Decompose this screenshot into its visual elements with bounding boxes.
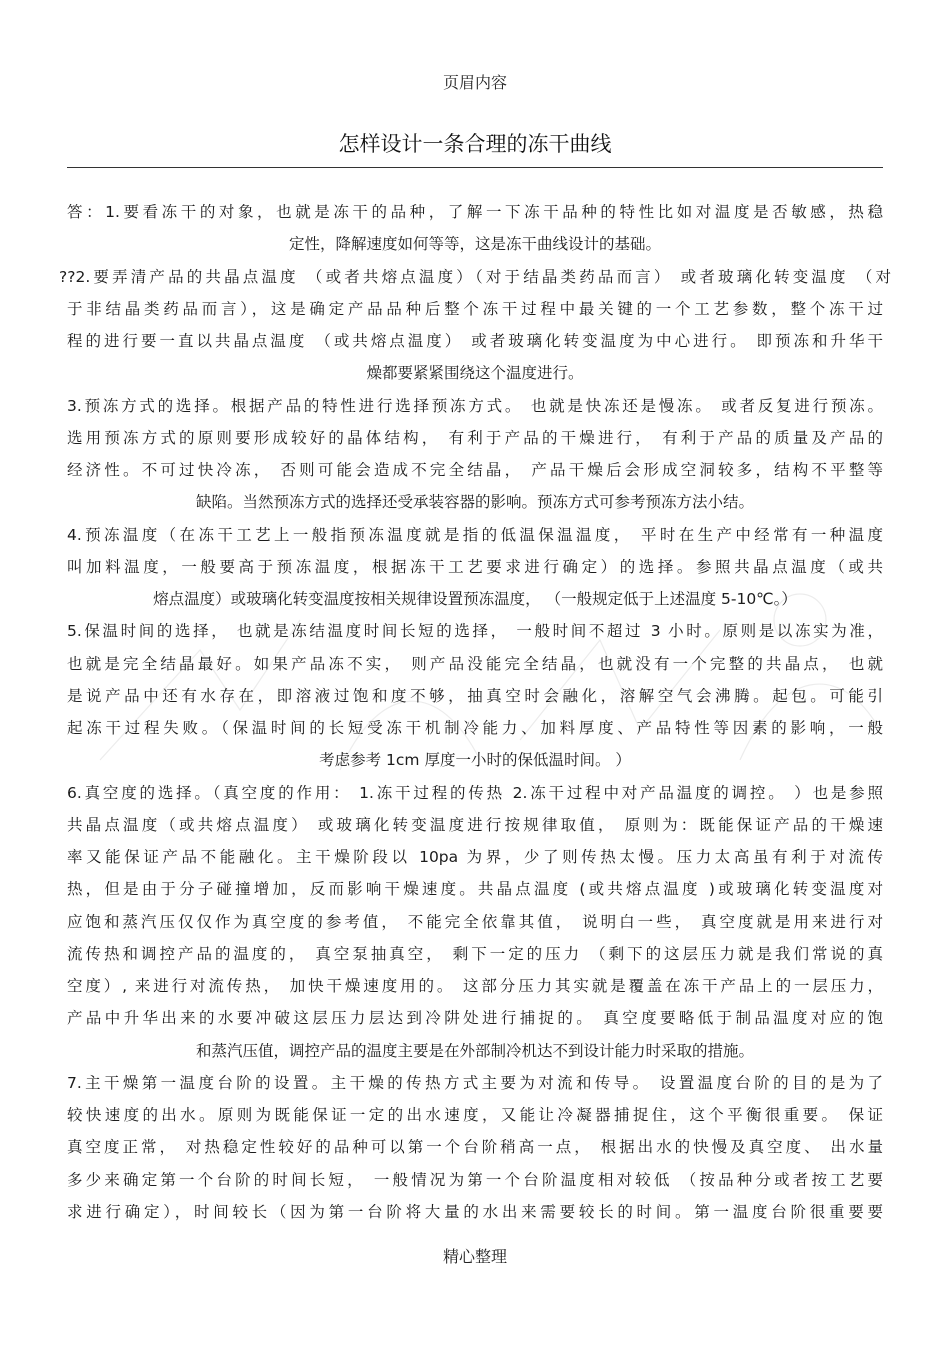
body-line: 起冻干过程失败。（保温时间的长短受冻干机制冷能力、加料厚度、产品特性等因素的影响，一般	[67, 719, 883, 737]
body-line: 缺陷。当然预冻方式的选择还受承装容器的影响。预冻方式可参考预冻方法小结。	[195, 493, 754, 512]
document-title: 怎样设计一条合理的冻干曲线	[338, 132, 612, 156]
page-header: 页眉内容	[442, 73, 507, 92]
body-line: 6.真空度的选择。（真空度的作用： 1.冻干过程的传热 2.冻干过程中对产品温度的调控。 ）也是参照	[67, 783, 883, 802]
body-line: 叫加料温度，一般要高于预冻温度，根据冻干工艺要求进行确定）的选择。参照共晶点温度（或共	[67, 557, 883, 576]
body-line: 率又能保证产品不能融化。主干燥阶段以 10pa 为界，少了则传热太慢。压力太高虽有利于对流传	[67, 848, 883, 866]
body-line: 定性，降解速度如何等等，这是冻干曲线设计的基础。	[288, 235, 661, 254]
body-line: 应饱和蒸汽压仅仅作为真空度的参考值， 不能完全依靠其值， 说明白一些， 真空度就是用来进行对	[67, 912, 883, 931]
body-line: 于非结晶类药品而言），这是确定产品品种后整个冻干过程中最关键的一个工艺参数，整个冻干过	[67, 299, 883, 318]
body-line: 求进行确定），时间较长（因为第一台阶将大量的水出来需要较长的时间。第一温度台阶很重要要	[67, 1202, 883, 1221]
body-line: 7.主干燥第一温度台阶的设置。主干燥的传热方式主要为对流和传导。 设置温度台阶的目的是为了	[67, 1073, 884, 1092]
body-line: 共晶点温度（或共熔点温度） 或玻璃化转变温度进行按规律取值， 原则为：既能保证产品的干燥速	[67, 815, 883, 834]
body-line: 燥都要紧紧围绕这个温度进行。	[366, 364, 584, 383]
body-line: 经济性。不可过快冷冻， 否则可能会造成不完全结晶， 产品干燥后会形成空洞较多，结构不平整等	[67, 461, 883, 479]
body-line: 选用预冻方式的原则要形成较好的晶体结构， 有利于产品的干燥进行， 有利于产品的质量及产品的	[67, 428, 883, 447]
body-line: 产品中升华出来的水要冲破这层压力层达到冷阱处进行捕捉的。 真空度要略低于制品温度对应的饱	[67, 1009, 883, 1028]
body-line: 熔点温度）或玻璃化转变温度按相关规律设置预冻温度， （一般规定低于上述温度 5-10℃。）	[153, 590, 797, 608]
body-line: 多少来确定第一个台阶的时间长短， 一般情况为第一个台阶温度相对较低 （按品种分或者按工艺要	[67, 1170, 883, 1189]
body-line: 空度）, 来进行对流传热， 加快干燥速度用的。 这部分压力其实就是覆盖在冻干产品上的一层压力，	[67, 977, 883, 995]
body-line: 较快速度的出水。原则为既能保证一定的出水速度，又能让冷凝器捕捉住，这个平衡很重要。 保证	[67, 1106, 883, 1124]
body-line: 答：1.要看冻干的对象，也就是冻干的品种，了解一下冻干品种的特性比如对温度是否敏感，热稳	[67, 203, 883, 221]
body-line: 真空度正常， 对热稳定性较好的品种可以第一个台阶稍高一点， 根据出水的快慢及真空度、 出水量	[67, 1138, 883, 1157]
body-line: 4.预冻温度（在冻干工艺上一般指预冻温度就是指的低温保温温度， 平时在生产中经常有一种温度	[67, 525, 883, 544]
body-line: 也就是完全结晶最好。如果产品冻不实， 则产品没能完全结晶，也就没有一个完整的共晶点， 也就	[67, 654, 883, 673]
body-line: ??2.要弄清产品的共晶点温度 （或者共熔点温度）（对于结晶类药品而言） 或者玻璃化转变温度 （对	[59, 267, 891, 286]
body-line: 3.预冻方式的选择。根据产品的特性进行选择预冻方式。 也就是快冻还是慢冻。 或者反复进行预冻。	[67, 396, 883, 415]
body-line: 是说产品中还有水存在，即溶液过饱和度不够，抽真空时会融化，溶解空气会沸腾。起包。可能引	[67, 686, 883, 705]
body-line: 和蒸汽压值，调控产品的温度主要是在外部制冷机达不到设计能力时采取的措施。	[195, 1041, 754, 1060]
title-divider	[67, 167, 883, 168]
body-line: 流传热和调控产品的温度的， 真空泵抽真空， 剩下一定的压力 （剩下的这层压力就是我们常说的真	[67, 944, 883, 963]
body-line: 热，但是由于分子碰撞增加，反而影响干燥速度。共晶点温度 (或共熔点温度 )或玻璃化转变温度对	[67, 880, 883, 899]
body-line: 程的进行要一直以共晶点温度 （或共熔点温度） 或者玻璃化转变温度为中心进行。 即预冻和升华干	[67, 332, 883, 350]
body-line: 考虑参考 1cm 厚度一小时的保低温时间。 ）	[319, 751, 631, 770]
body-line: 5.保温时间的选择， 也就是冻结温度时间长短的选择， 一般时间不超过 3 小时。原则是以冻实为准，	[67, 622, 883, 641]
document-body	[59, 196, 891, 1228]
page-footer: 精心整理	[442, 1247, 507, 1266]
